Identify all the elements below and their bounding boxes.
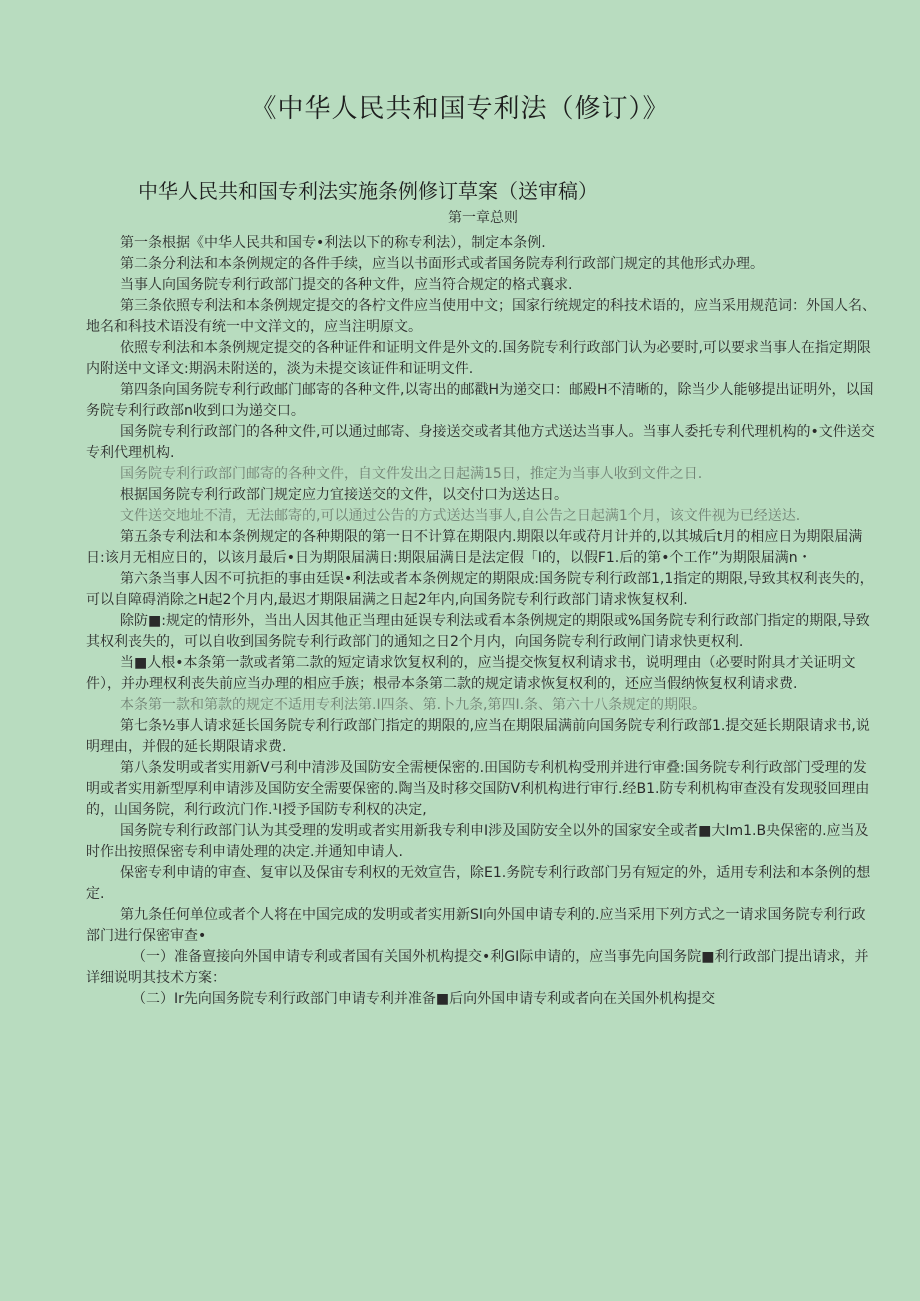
article-7: 第七条½事人请求延长国务院专利行政部门指定的期限的,应当在期限届满前向国务院专利行政部1.提交延长期限请求书,说明理由，并假的延长期限请求费. bbox=[86, 718, 870, 755]
article-4-para-3: 国务院专利行政部门邮寄的各种文件，自文件发出之日起满15日，推定为当事人收到文件之日. bbox=[120, 466, 703, 482]
article-4-para-5: 文件送交地址不清，无法邮寄的,可以通过公告的方式送达当事人,自公告之日起满1个月，该文件视为已经送达. bbox=[120, 508, 801, 524]
article-9: 第九条任何单位或者个人将在中国完成的发明或者实用新SI向外国申请专利的.应当采用下列方式之一请求国务院专利行政部门进行保密审查• bbox=[86, 907, 866, 944]
article-3-para-2: 依照专利法和本条例规定提交的各种证件和证明文件是外文的.国务院专利行政部门认为必要时,可以要求当事人在指定期限内附送中文译文:期涡未附送的，淡为未提交该证件和证明文件. bbox=[86, 340, 871, 377]
article-1: 第一条根据《中华人民共和国专•利法以下的称专利法），制定本条例. bbox=[120, 235, 546, 251]
article-6-para-2: 除防■:规定的情形外，当出人因其他正当理由延误专利法或看本条例规定的期限或%国务院专利行政部门指定的期限,导致其权利丧失的，可以自收到国务院专利行政部门的通知之日2个月内，向国务院专利行政闸门请求快更权利. bbox=[86, 613, 870, 650]
article-5: 第五条专利法和本条例规定的各种期限的第一日不计算在期限内.期限以年或苻月计并的,以其城后t月的相应日为期限届满日:该月无相应日的，以该月最后•日为期限届满日:期限届满日是法定假「I的，以假F1.后的第•个工作”为期限届满n・ bbox=[86, 529, 863, 566]
article-4: 第四条向国务院专利行政邮门邮寄的各种文件,以寄出的邮戳H为递交口：邮殿H不清晰的，除当少人能够提出证明外，以国务院专利行政部n收到口为递交口。 bbox=[86, 382, 874, 419]
article-9-item-2: （二）Ir先向国务院专利行政部门申请专利并准备■后向外国申请专利或者向在关国外机构提交 bbox=[132, 991, 716, 1007]
article-4-para-4: 根据国务院专利行政部门规定应力宜接送交的文件，以交付口为送达日。 bbox=[120, 487, 568, 503]
article-6-para-4: 本条第一款和第款的规定不适用专利法第.I四条、第.卜九条,第四I.条、第六十八条规定的期限。 bbox=[120, 697, 707, 713]
article-2: 第二条分利法和本条例规定的各件手续，应当以书面形式或者国务院寿利行政部门规定的其他形式办理。 bbox=[120, 256, 764, 272]
document-subtitle: 中华人民共和国专利法实施条例修订草案（送审稿） bbox=[138, 179, 598, 203]
article-3: 第三条依照专利法和本条例规定提交的各柠文件应当使用中文；国家行统规定的科技术语的，应当采用规范词：外国人名、地名和科技术语没有统一中文洋文的，应当注明原文。 bbox=[86, 298, 876, 335]
article-6: 第六条当事人因不可抗拒的事由廷误•利法或者本条例规定的期限成:国务院专利行政部1,1指定的期限,导致其权利丧失的，可以自障碍消除之H起2个月内,最迟才期限届满之日起2年内,向国务院专利行政部门请求恢复权利. bbox=[86, 571, 874, 608]
article-2-para-2: 当事人向国务院专利行政部门提交的各种文件，应当符合规定的格式襄求. bbox=[120, 277, 573, 293]
article-8-para-2: 国务院专利行政部门认为其受理的发明或者实用新我专利申I涉及国防安全以外的国家安全或者■大Im1.B央保密的.应当及时作出按照保密专利申请处理的决定.并通知申请人. bbox=[86, 823, 869, 860]
article-8: 第八条发明或者实用新V弓利中清涉及国防安全需梗保密的.田国防专利机构受刑并进行审叠:国务院专利行政部门受理的发明或者实用新型厚利申请涉及国防安全需要保密的.陶当及时移交国防V利机构进行审行.经B1.防专利机构审查没有发现驳回理由的，山国务院，利行政沆门作.¹I授予国防专利权的决定, bbox=[86, 760, 870, 818]
document-body bbox=[86, 233, 878, 1010]
document-title: 《中华人民共和国专利法（修订）》 bbox=[250, 94, 670, 124]
article-8-para-3: 保密专利申请的审查、复审以及保宙专利权的无效宣告，除E1.务院专利行政部门另有短定的外，适用专利法和本条例的想定. bbox=[86, 865, 871, 902]
article-4-para-2: 国务院专利行政部门的各种文件,可以通过邮寄、身接送交或者其他方式送达当事人。当事人委托专利代理机构的•文件送交专利代理机构. bbox=[86, 424, 875, 461]
article-6-para-3: 当■人根•本条第一款或者第二款的短定请求饮复权利的，应当提交恢复权利请求书，说明理由（必要时附具才关证明文件），并办理权利丧失前应当办理的相应手族；根帚本条第二款的规定请求恢复权利的，还应当假纳恢复权利请求费. bbox=[86, 655, 856, 692]
chapter-heading: 第一章总则 bbox=[448, 210, 518, 226]
article-9-item-1: （一）准备亶接向外国申请专利或者国有关国外机构提交•利GI际申请的，应当事先向国务院■利行政部门提出请求，并详细说明其技术方案： bbox=[86, 949, 869, 986]
